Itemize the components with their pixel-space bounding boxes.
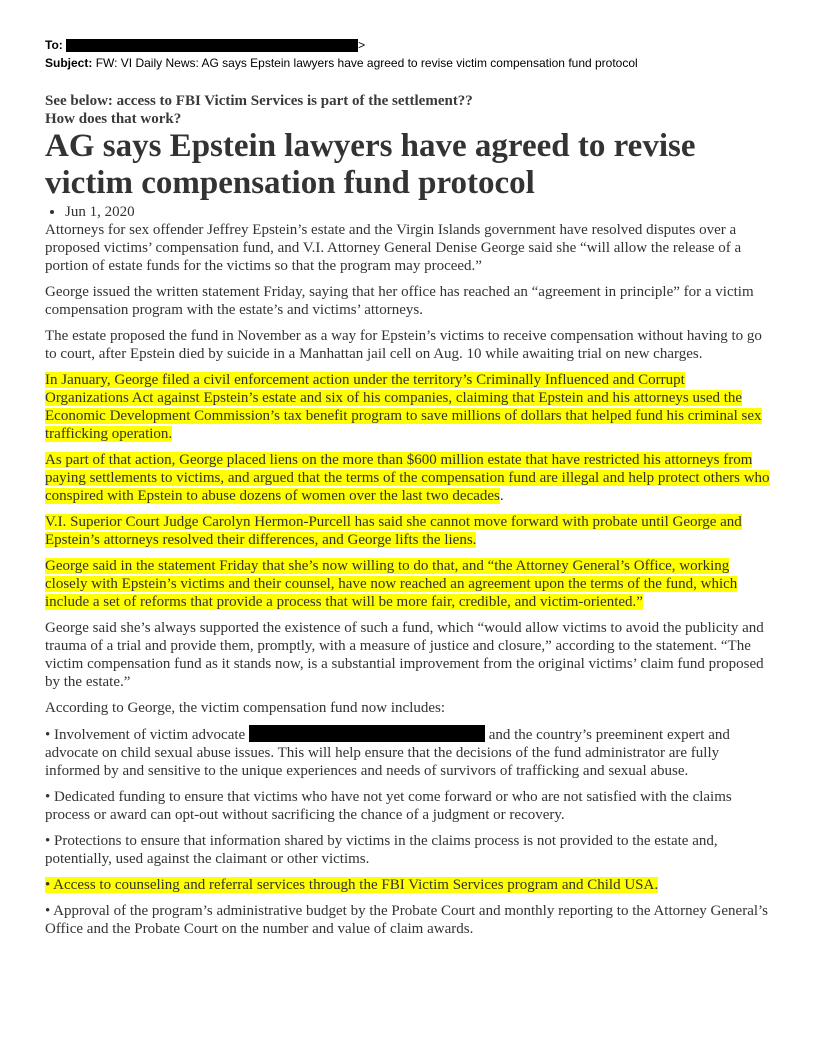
article-title: AG says Epstein lawyers have agreed to revise victim compensation fund protocol	[45, 128, 696, 201]
paragraph: According to George, the victim compensation fund now includes:	[45, 700, 446, 716]
article-meta	[45, 204, 770, 220]
highlight: • Access to counseling and referral services through the FBI Victim Services program and Child USA.	[45, 877, 659, 893]
bullet-item	[45, 725, 770, 780]
paragraph-highlighted	[45, 557, 770, 611]
paragraph-highlighted	[45, 371, 770, 443]
highlight: V.I. Superior Court Judge Carolyn Hermon-Purcell has said she cannot move forward with probate until George and Epstein’s attorneys resolved their differences, and George lifts the liens.	[45, 514, 742, 548]
to-suffix: >	[358, 38, 366, 52]
forward-note	[45, 92, 770, 128]
bullet-item: • Protections to ensure that information shared by victims in the claims process is not provided to the estate and, potentially, used against the claimant or other victims.	[45, 833, 718, 867]
bullet-text: and the country’s preeminent expert and advocate on child sexual abuse issues. This will help ensure that the decisions of the fund administrator are fully informed by and sensitive to the unique experiences and needs of survivors of trafficking and sexual abuse.	[45, 727, 730, 779]
bullet-item-highlighted	[45, 876, 770, 894]
subject-label: Subject:	[45, 56, 93, 70]
paragraph: Attorneys for sex offender Jeffrey Epstein’s estate and the Virgin Islands government have resolved disputes over a proposed victims’ compensation fund, and V.I. Attorney General Denise George said she “will allow the release of a portion of estate funds for the victims so that the program may proceed.”	[45, 222, 742, 274]
email-to-line	[45, 36, 770, 54]
note-line-1: See below: access to FBI Victim Services is part of the settlement??	[45, 93, 473, 109]
paragraph: George said she’s always supported the existence of such a fund, which “would allow victims to avoid the publicity and trauma of a trial and provide them, promptly, with a measure of justice and closure,” according to the statement. “The victim compensation fund as it stands now, is a substantial improvement from the original victims’ claim fund proposed by the estate.”	[45, 620, 764, 690]
bullet-item: • Dedicated funding to ensure that victims who have not yet come forward or who are not satisfied with the claims process or award can opt-out without sacrificing the chance of a judgment or recovery.	[45, 789, 732, 823]
paragraph-highlighted	[45, 513, 770, 549]
note-line-2: How does that work?	[45, 111, 182, 127]
redaction-bar	[249, 725, 485, 742]
bullet-item: • Approval of the program’s administrative budget by the Probate Court and monthly reporting to the Attorney General’s Office and the Probate Court on the number and value of claim awards.	[45, 903, 769, 937]
email-subject-line	[45, 54, 770, 72]
paragraph: George issued the written statement Friday, saying that her office has reached an “agreement in principle” for a victim compensation program with the estate’s and victims’ attorneys.	[45, 284, 754, 318]
paragraph-highlighted	[45, 451, 770, 505]
paragraph-end: .	[499, 488, 504, 504]
article-body	[45, 221, 770, 938]
bullet-text: • Involvement of victim advocate	[45, 727, 249, 743]
redaction-bar	[66, 39, 358, 52]
subject-text: FW: VI Daily News: AG says Epstein lawyers have agreed to revise victim compensation fund protocol	[95, 56, 638, 70]
to-label: To:	[45, 38, 63, 52]
article-date: • Jun 1, 2020	[65, 204, 770, 220]
paragraph: The estate proposed the fund in November as a way for Epstein’s victims to receive compensation without having to go to court, after Epstein died by suicide in a Manhattan jail cell on Aug. 10 while awaiting trial on new charges.	[45, 328, 762, 362]
highlight: As part of that action, George placed liens on the more than $600 million estate that have restricted his attorneys from paying settlements to victims, and argued that the terms of the compensation fund are illegal and help protect others who conspired with Epstein to abuse dozens of women over the last two decades	[45, 452, 770, 504]
highlight: George said in the statement Friday that she’s now willing to do that, and “the Attorney General’s Office, working closely with Epstein’s victims and their counsel, have now reached an agreement upon the terms of the fund, which include a set of reforms that provide a process that will be more fair, credible, and victim-oriented.”	[45, 558, 738, 610]
document-page	[45, 36, 770, 946]
highlight: In January, George filed a civil enforcement action under the territory’s Criminally Influenced and Corrupt Organizations Act against Epstein’s estate and six of his companies, claiming that Epstein and his attorneys used the Economic Development Commission’s tax benefit program to save millions of dollars that helped fund his criminal sex trafficking operation.	[45, 372, 762, 442]
email-header	[45, 36, 770, 72]
